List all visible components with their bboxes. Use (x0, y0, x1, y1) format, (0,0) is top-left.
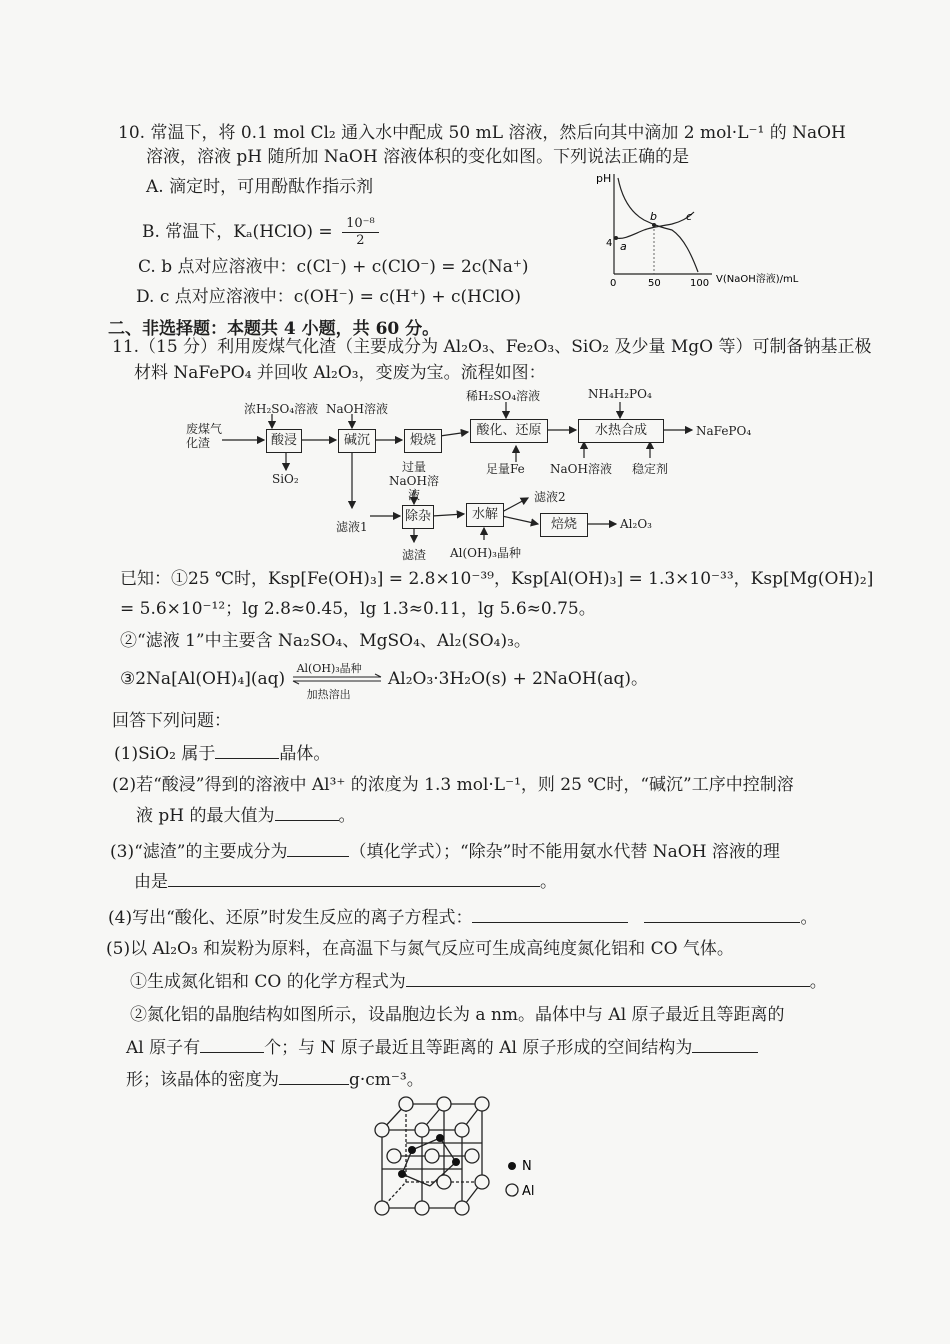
part-2-line2 (136, 804, 356, 827)
part-5-sub1-text: ①生成氮化铝和 CO 的化学方程式为 (130, 972, 406, 992)
flow-seed: Al(OH)₃晶种 (450, 546, 521, 560)
flow-output-sio2: SiO₂ (272, 472, 299, 486)
part-5-sub2-line1: ②氮化铝的晶胞结构如图所示，设晶胞边长为 a nm。晶体中与 Al 原子最近且等距离的 (130, 1005, 785, 1025)
graph-xlabel: V(NaOH溶液)/mL (716, 274, 799, 285)
part-4-blank-a[interactable] (472, 906, 628, 923)
q10-option-c: C. b 点对应溶液中：c(Cl⁻) + c(ClO⁻) = 2c(Na⁺) (138, 257, 529, 277)
q11-flow-arrows (0, 0, 950, 560)
part-4-blank-b[interactable] (644, 906, 800, 923)
known-3-right: Al₂O₃·3H₂O(s) + 2NaOH(aq)。 (387, 669, 648, 689)
known-3-top: Al(OH)₃晶种 (296, 662, 362, 675)
part-5-sub1-tail: 。 (809, 972, 827, 992)
q10-option-a: A. 滴定时，可用酚酞作指示剂 (146, 177, 374, 197)
part-3-blank-b[interactable] (168, 870, 540, 887)
known-3-bottom: 加热溶出 (306, 688, 351, 701)
flow-filtrate2: 滤液2 (534, 490, 566, 504)
flow-box-acid-leach: 酸浸 (266, 429, 302, 453)
part-3-text: (3)“滤渣”的主要成分为 (110, 842, 288, 862)
part-5-blank-count[interactable] (200, 1036, 264, 1053)
flow-reagent-excess-naoh: 过量NaOH溶液 (389, 460, 439, 502)
flow-box-hydrolysis: 水解 (466, 503, 504, 527)
part-1-tail: 晶体。 (279, 744, 331, 764)
flow-reagent-dilute-acid: 稀H₂SO₄溶液 (466, 389, 541, 403)
q11-stem-line1: 11.（15 分）利用废煤气化渣（主要成分为 Al₂O₃、Fe₂O₃、SiO₂ 及少量 MgO 等）可制备钠基正极 (112, 337, 872, 357)
known-3-left: ③2Na[Al(OH)₄](aq) (120, 669, 286, 689)
graph-ylabel: pH (596, 172, 612, 185)
aln-unit-cell-diagram (360, 1090, 550, 1230)
flow-product-al2o3: Al₂O₃ (620, 517, 652, 531)
legend-n-icon (508, 1162, 516, 1170)
flow-box-purify: 除杂 (402, 505, 434, 529)
graph-xtick-100: 100 (690, 278, 710, 289)
legend-al-label: Al (522, 1184, 535, 1199)
flow-reagent-fe: 足量Fe (486, 462, 525, 476)
part-2-text: 液 pH 的最大值为 (136, 806, 275, 826)
q10-stem-line1: 10. 常温下，将 0.1 mol Cl₂ 通入水中配成 50 mL 溶液，然后向其中滴加 2 mol·L⁻¹ 的 NaOH (118, 123, 846, 143)
part-5-intro: (5)以 Al₂O₃ 和炭粉为原料，在高温下与氮气反应可生成高纯度氮化铝和 CO 气体。 (106, 939, 734, 959)
part-3-text-c: 由是 (134, 872, 168, 892)
flow-box-calcine: 煅烧 (404, 429, 442, 453)
part-5-sub1-blank[interactable] (406, 970, 810, 987)
flow-reagent-naoh: NaOH溶液 (326, 402, 388, 416)
q10-option-b-denominator: 2 (356, 233, 365, 248)
known-1-line1: 已知：①25 ℃时，Ksp[Fe(OH)₃] = 2.8×10⁻³⁹，Ksp[Al(OH)₃] = 1.3×10⁻³³，Ksp[Mg(OH)₂] (120, 569, 874, 589)
part-5-sub2-line3 (126, 1068, 424, 1091)
reversible-arrow-icon (291, 674, 383, 684)
part-4-tail: 。 (800, 908, 818, 928)
part-1-text: (1)SiO₂ 属于 (114, 744, 216, 764)
part-5-tail: g·cm⁻³。 (349, 1070, 424, 1090)
answer-prompt: 回答下列问题： (112, 711, 231, 731)
part-5-sub2-line2 (126, 1036, 758, 1059)
graph-xtick-0: 0 (610, 278, 617, 289)
part-1 (114, 742, 330, 765)
flow-residue: 滤渣 (402, 548, 427, 562)
known-2: ②“滤液 1”中主要含 Na₂SO₄、MgSO₄、Al₂(SO₄)₃。 (120, 631, 531, 651)
graph-xtick-50: 50 (648, 278, 661, 289)
flow-input-label: 废煤气化渣 (186, 422, 223, 450)
flow-box-acidify-reduce: 酸化、还原 (470, 419, 548, 443)
section-two-heading: 二、非选择题：本题共 4 小题，共 60 分。 (108, 319, 440, 339)
part-2-tail: 。 (338, 806, 356, 826)
flow-filtrate1: 滤液1 (336, 520, 368, 534)
flow-reagent-naoh2: NaOH溶液 (550, 462, 612, 476)
part-5-text-f: 个；与 N 原子最近且等距离的 Al 原子形成的空间结构为 (264, 1038, 693, 1058)
part-3-line2 (134, 870, 557, 893)
part-3-text-b: （填化学式）；“除杂”时不能用氨水代替 NaOH 溶液的理 (349, 842, 780, 862)
flow-reagent-nh4h2po4: NH₄H₂PO₄ (588, 387, 652, 401)
legend-al-icon (506, 1184, 518, 1196)
legend-n-label: N (522, 1159, 532, 1174)
part-2-line1: (2)若“酸浸”得到的溶液中 Al³⁺ 的浓度为 1.3 mol·L⁻¹，则 25 ℃时，“碱沉”工序中控制溶 (112, 775, 794, 795)
q10-stem-line2: 溶液，溶液 pH 随所加 NaOH 溶液体积的变化如图。下列说法正确的是 (146, 147, 690, 167)
q10-option-d: D. c 点对应溶液中：c(OH⁻) = c(H⁺) + c(HClO) (136, 287, 521, 307)
flow-reagent-acid: 浓H₂SO₄溶液 (244, 402, 319, 416)
known-3 (120, 662, 648, 701)
q10-option-b-numerator: 10⁻⁸ (342, 216, 379, 233)
part-5-text-g: 形；该晶体的密度为 (126, 1070, 279, 1090)
part-5-blank-density[interactable] (279, 1068, 349, 1085)
part-4-text: (4)写出“酸化、还原”时发生反应的离子方程式： (108, 908, 473, 928)
flow-box-roast: 焙烧 (540, 513, 588, 537)
part-3-line1 (110, 840, 780, 863)
q11-stem-line2: 材料 NaFePO₄ 并回收 Al₂O₃，变废为宝。流程如图： (134, 363, 546, 383)
flow-box-alkali-precip: 碱沉 (338, 429, 376, 453)
flow-box-hydrothermal: 水热合成 (578, 419, 664, 443)
part-4 (108, 906, 817, 929)
part-5-blank-shape[interactable] (692, 1036, 758, 1053)
flow-reagent-stabilizer: 稳定剂 (632, 462, 669, 476)
q10-option-b-prefix: B. 常温下，Kₐ(HClO) = (142, 222, 333, 242)
graph-label-c: c (686, 210, 693, 223)
known-1-line2: = 5.6×10⁻¹²；lg 2.8≈0.45，lg 1.3≈0.11，lg 5.6≈0.75。 (120, 599, 596, 619)
graph-ytick-4: 4 (606, 238, 613, 249)
graph-label-a: a (620, 240, 627, 253)
part-5-text-e: Al 原子有 (126, 1038, 201, 1058)
part-3-blank-a[interactable] (287, 840, 349, 857)
part-1-blank[interactable] (215, 742, 279, 759)
flow-product-nafepo4: NaFePO₄ (696, 424, 752, 438)
part-2-blank[interactable] (275, 804, 339, 821)
known-3-arrow (291, 662, 383, 701)
part-5-sub1 (130, 970, 827, 993)
graph-label-b: b (650, 210, 657, 223)
part-3-tail: 。 (540, 872, 557, 892)
